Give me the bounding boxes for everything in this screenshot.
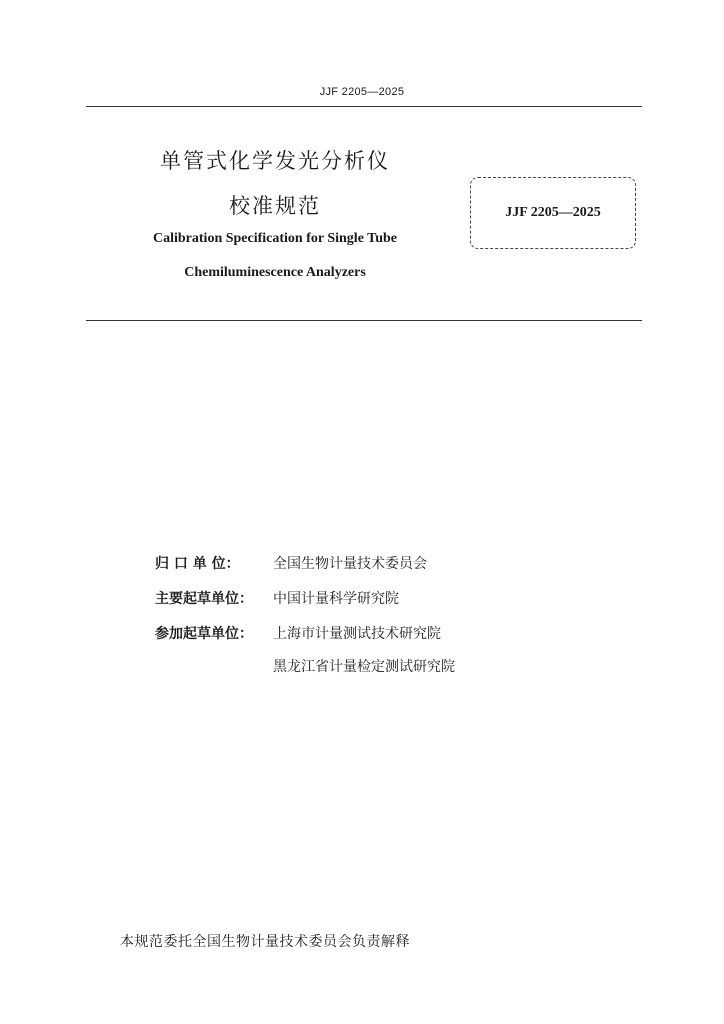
participating-unit-row	[155, 623, 441, 643]
standard-code-text: JJF 2205—2025	[505, 205, 601, 220]
main-drafting-unit-row	[155, 588, 399, 608]
responsible-unit-row	[155, 553, 427, 573]
title-en-line2: Chemiluminescence Analyzers	[184, 265, 366, 280]
main-drafting-unit-label: 主要起草单位：	[155, 591, 253, 607]
responsible-unit-label: 归 口 单 位：	[155, 556, 240, 572]
participating-unit-label: 参加起草单位：	[155, 626, 253, 642]
header-divider	[86, 106, 642, 107]
title-divider	[86, 320, 642, 321]
standard-code-box	[470, 177, 636, 249]
participating-unit-row-2	[273, 656, 455, 676]
title-en-line1: Calibration Specification for Single Tube	[153, 231, 397, 246]
title-zh-line1: 单管式化学发光分析仪	[160, 149, 390, 173]
participating-unit-value-2: 黑龙江省计量检定测试研究院	[273, 659, 455, 675]
participating-unit-value-1: 上海市计量测试技术研究院	[273, 626, 441, 642]
main-drafting-unit-value: 中国计量科学研究院	[273, 591, 399, 607]
header-standard-code: JJF 2205—2025	[319, 86, 405, 98]
title-zh-line2: 校准规范	[229, 194, 321, 218]
responsible-unit-value: 全国生物计量技术委员会	[273, 556, 427, 572]
interpretation-note: 本规范委托全国生物计量技术委员会负责解释	[120, 934, 410, 950]
